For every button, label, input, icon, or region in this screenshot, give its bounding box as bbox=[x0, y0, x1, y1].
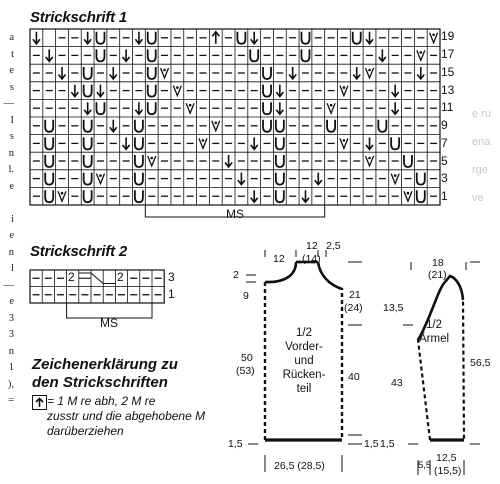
sleeve-label bbox=[416, 318, 452, 346]
margin-char: l bbox=[11, 263, 14, 274]
dim-sleeve-bottom-2: 12,5 bbox=[436, 452, 457, 464]
dim-shoulder-width: 12 bbox=[306, 240, 318, 252]
margin-char: e bbox=[9, 296, 14, 307]
dim-sleeve-top-width: 18 bbox=[432, 257, 444, 269]
label-line: 1/2 bbox=[426, 319, 442, 331]
dim-armhole: 21 bbox=[349, 289, 361, 301]
sleeve-outline bbox=[418, 276, 464, 440]
margin-char: s bbox=[9, 81, 14, 93]
dim-sleeve-bottom-3: (15,5) bbox=[434, 465, 462, 477]
dim-sleeve-hem: 1,5 bbox=[380, 438, 395, 450]
legend-item-line3: darüberziehen bbox=[47, 424, 124, 438]
row-number: 11 bbox=[441, 100, 454, 114]
margin-char: ), bbox=[7, 378, 14, 390]
margin-char: I bbox=[10, 114, 14, 126]
dim-sleeve-lower-length: 43 bbox=[391, 377, 403, 389]
margin-char: n bbox=[8, 345, 14, 357]
dim-sleeve-total-length: 56,5 bbox=[470, 357, 491, 369]
chart1-title: Strickschrift 1 bbox=[30, 9, 128, 26]
ghost-line: ena bbox=[472, 136, 491, 148]
margin-char: l. bbox=[8, 164, 14, 175]
dim-sleeve-cap-height: 13,5 bbox=[383, 302, 404, 314]
margin-char: = bbox=[8, 395, 14, 406]
margin-char: e bbox=[9, 65, 14, 76]
row-number: 3 bbox=[441, 171, 448, 185]
margin-char: a bbox=[9, 32, 14, 43]
row-number: 15 bbox=[441, 65, 455, 79]
chart2-ms-label: MS bbox=[100, 316, 118, 330]
dim-armhole-alt: (24) bbox=[344, 302, 363, 314]
dim-total-height-alt: (53) bbox=[236, 365, 255, 377]
chart2-cell-label: 2 bbox=[68, 270, 75, 284]
dim-shoulder-width-alt: (14) bbox=[302, 253, 321, 265]
margin-char: n bbox=[8, 147, 14, 159]
legend-item-line2: zusstr und die abgehobene M bbox=[47, 409, 206, 423]
row-number: 17 bbox=[441, 47, 455, 61]
chart2-cell-label: 2 bbox=[117, 270, 124, 284]
body-panel-label bbox=[266, 326, 342, 396]
margin-char: e bbox=[9, 230, 14, 241]
row-number: 1 bbox=[168, 287, 175, 301]
margin-char: — bbox=[3, 279, 14, 291]
dim-hem-right: 1,5 bbox=[364, 438, 379, 450]
margin-char: t bbox=[11, 48, 14, 60]
row-number: 19 bbox=[441, 29, 455, 43]
dim-bottom-width: 26,5 (28,5) bbox=[274, 460, 325, 472]
body-armhole bbox=[318, 262, 342, 289]
row-number: 9 bbox=[441, 118, 448, 132]
dim-neck-depth: 9 bbox=[243, 290, 249, 302]
dim-sleeve-bottom-1: 5,5 bbox=[418, 460, 432, 471]
margin-char: s bbox=[9, 131, 14, 142]
label-line: Rücken- bbox=[282, 369, 326, 381]
row-number: 3 bbox=[168, 270, 175, 284]
ghost-line: rge bbox=[472, 164, 488, 176]
margin-char: n bbox=[8, 246, 14, 258]
row-number: 7 bbox=[441, 136, 448, 150]
label-line: Ärmel bbox=[418, 333, 450, 345]
dim-hem-left: 1,5 bbox=[228, 438, 243, 450]
row-number: 1 bbox=[441, 189, 448, 203]
dim-neck-width: 12 bbox=[273, 253, 285, 265]
label-line: teil bbox=[296, 383, 312, 395]
ghost-line: ve bbox=[472, 192, 484, 204]
label-line: und bbox=[294, 355, 314, 367]
row-number: 13 bbox=[441, 83, 455, 97]
margin-char: 1 bbox=[8, 362, 14, 373]
margin-char: — bbox=[3, 98, 14, 109]
label-line: Vorder- bbox=[285, 341, 323, 353]
dim-sleeve-top-width-alt: (21) bbox=[428, 269, 447, 281]
body-neckline bbox=[265, 262, 296, 282]
chart2-title: Strickschrift 2 bbox=[30, 243, 128, 260]
legend-title-line1: Zeichenerklärung zu bbox=[32, 356, 178, 373]
dim-shoulder-slope: 2,5 bbox=[326, 240, 341, 252]
margin-char: e bbox=[9, 180, 14, 192]
legend-title-line2: den Strickschriften bbox=[32, 374, 168, 391]
label-line: 1/2 bbox=[296, 327, 312, 339]
margin-char: 3 bbox=[8, 312, 14, 324]
chart1-ms-label: MS bbox=[226, 207, 244, 221]
dim-lower-length: 40 bbox=[348, 371, 360, 383]
dim-total-height: 50 bbox=[241, 352, 253, 364]
legend-item-line1: = 1 M re abh, 2 M re bbox=[47, 394, 156, 408]
row-number: 5 bbox=[441, 154, 448, 168]
margin-char: i bbox=[11, 213, 14, 225]
margin-char: 3 bbox=[8, 329, 14, 340]
dim-top-offset: 2 bbox=[233, 269, 239, 281]
ghost-line: e ru bbox=[472, 108, 491, 120]
